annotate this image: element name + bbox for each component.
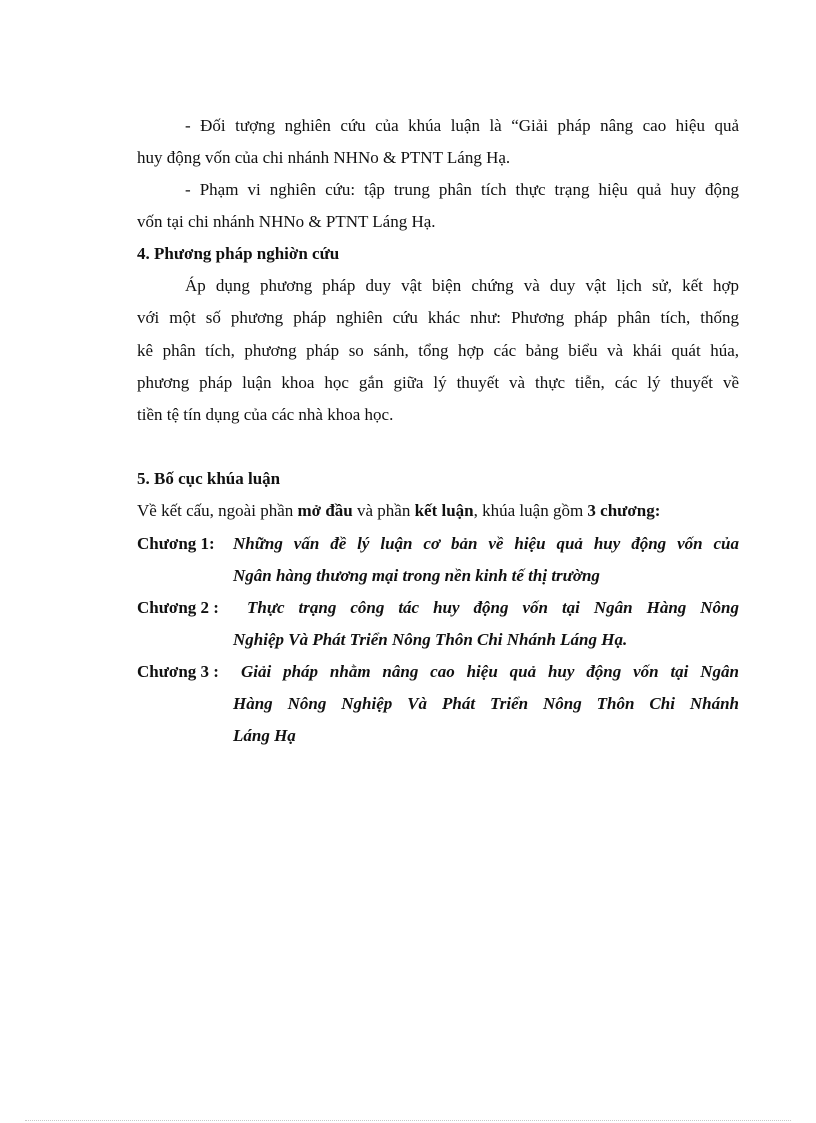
chapter-2-label: Chương 2 : [137, 598, 219, 617]
research-object-line-2: huy động vốn của chi nhánh NHNo & PTNT Láng Hạ. [137, 148, 511, 167]
methods-line-5: tiền tệ tín dụng của các nhà khoa học. [137, 405, 394, 424]
intro-text-c: và phần [352, 501, 415, 520]
research-scope-line-1: - Phạm vi nghiên cứu: tập trung phân tích thực trạng hiệu quả huy động [185, 180, 739, 199]
intro-conclusion: kết luận [414, 501, 474, 520]
chapter-1-label: Chương 1: [137, 534, 215, 553]
structure-intro [137, 500, 739, 522]
chapter-2-title-line-2: Nghiệp Và Phát Triển Nông Thôn Chi Nhánh Láng Hạ. [233, 630, 628, 649]
methods-line-3: kê phân tích, phương pháp so sánh, tổng hợp các bảng biểu và khái quát húa, [137, 341, 739, 360]
chapter-3-title-line-1: Giải pháp nhằm nâng cao hiệu quả huy động vốn tại Ngân [241, 662, 739, 681]
methods-line-2: với một số phương pháp nghiên cứu khác như: Phương pháp phân tích, thống [137, 308, 739, 327]
research-scope-line-2: vốn tại chi nhánh NHNo & PTNT Láng Hạ. [137, 212, 436, 231]
chapter-1-title-line-1: Những vấn đề lý luận cơ bản về hiệu quả huy động vốn của [233, 534, 739, 553]
chapter-3-title-line-3: Láng Hạ [233, 726, 296, 745]
methods-line-1: Áp dụng phương pháp duy vật biện chứng và duy vật lịch sử, kết hợp [185, 276, 739, 295]
methods-heading: 4. Phương pháp nghiờn cứu [137, 244, 340, 263]
intro-text-e: , khúa luận gồm [473, 501, 588, 520]
intro-opening: mở đầu [297, 501, 353, 520]
chapter-2-title-line-1: Thực trạng công tác huy động vốn tại Ngân Hàng Nông [247, 598, 739, 617]
chapter-1-title-line-2: Ngân hàng thương mại trong nền kinh tế thị trường [233, 566, 600, 585]
chapter-3-label: Chương 3 : [137, 662, 219, 681]
chapter-3-title-line-2: Hàng Nông Nghiệp Và Phát Triển Nông Thôn Chi Nhánh [233, 694, 739, 713]
methods-line-4: phương pháp luận khoa học gắn giữa lý thuyết và thực tiễn, các lý thuyết về [137, 373, 739, 392]
page-footer-divider [25, 1120, 791, 1121]
intro-chapter-count: 3 chương: [587, 501, 661, 520]
intro-text-a: Về kết cấu, ngoài phần [137, 501, 298, 520]
structure-heading: 5. Bố cục khúa luận [137, 469, 281, 488]
research-object-line-1: - Đối tượng nghiên cứu của khúa luận là “Giải pháp nâng cao hiệu quả [185, 116, 739, 135]
